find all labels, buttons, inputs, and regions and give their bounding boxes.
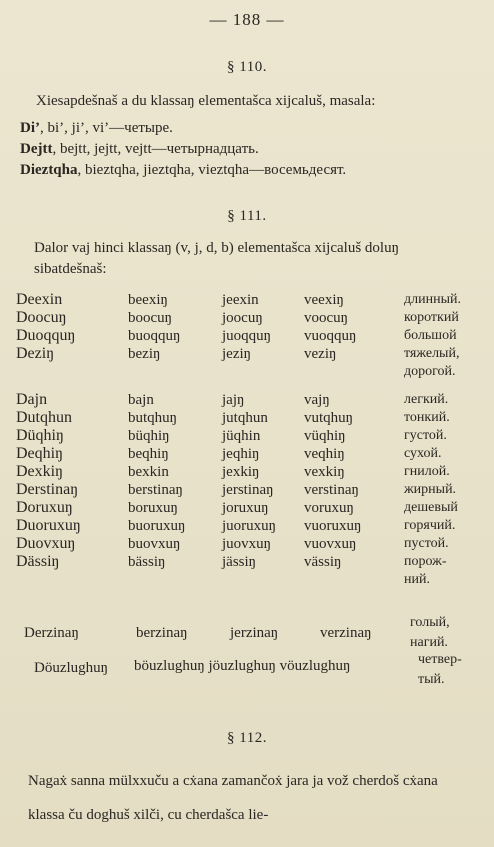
word-b-class: buovxuŋ	[128, 536, 181, 552]
word-d-class: Dajn	[16, 391, 48, 408]
word-d-class: Deqhiŋ	[16, 445, 64, 462]
word-j-class	[222, 571, 304, 589]
section-111-intro: Dalor vaj hinci klassaŋ (v, j, d, b) elementašca xijcaluš doluŋ sibatdešnaš:	[34, 240, 400, 277]
word-other-classes: böuzlughuŋ jöuzlughuŋ vöuzlughuŋ	[134, 658, 351, 674]
adjective-table	[16, 291, 480, 589]
word-j-class: jeexin	[222, 292, 259, 308]
section-112-text: Nagaẋ sanna mülxxuču a cẋana zamančoẋ jara ja vož cherdoš cẋana klassa ču doghuš xilči, cu cherdašca lie-	[28, 773, 438, 823]
table-row	[16, 363, 480, 381]
word-v-class: vuovxuŋ	[304, 536, 357, 552]
russian-meaning: тяжелый,	[404, 346, 460, 361]
russian-meaning: короткий	[404, 310, 459, 325]
table-row	[16, 553, 480, 571]
table-row	[16, 463, 480, 481]
word-j-class: jerstinaŋ	[222, 482, 274, 498]
word-b-class: butqhuŋ	[128, 410, 178, 426]
meaning-line: четвер-	[418, 652, 462, 667]
word-v-class: vutqhuŋ	[304, 410, 354, 426]
russian-meaning: порож-	[404, 554, 447, 569]
table-row	[16, 391, 480, 409]
word-b-class: beexiŋ	[128, 292, 168, 308]
word-d-class: Duoruxuŋ	[16, 517, 81, 534]
word-v-class: veziŋ	[304, 346, 337, 362]
word-d-class: Duoqquŋ	[16, 327, 76, 344]
table-row	[16, 517, 480, 535]
russian-meaning: легкий.	[404, 392, 449, 407]
table-row	[16, 535, 480, 553]
word-j-class: jeqhiŋ	[222, 446, 260, 462]
word-b-class: berzinaŋ	[136, 625, 188, 641]
table-row	[16, 571, 480, 589]
table-row	[16, 327, 480, 345]
russian-meaning: горячий.	[404, 518, 456, 533]
word-d-class: Deexin	[16, 291, 63, 308]
example-row	[20, 160, 480, 181]
word-j-class: jüqhin	[222, 428, 261, 444]
word-v-class: veexiŋ	[304, 292, 344, 308]
word-v-class: vexkiŋ	[304, 464, 345, 480]
example-rest: , bi’, ji’, vi’—четыре.	[40, 120, 173, 136]
word-v-class: verzinaŋ	[320, 625, 372, 641]
word-d-class: Dässiŋ	[16, 553, 60, 570]
russian-meaning: густой.	[404, 428, 447, 443]
meaning-line: голый,	[410, 615, 450, 630]
word-b-class: beziŋ	[128, 346, 161, 362]
table-row	[16, 481, 480, 499]
word-d-class	[16, 363, 128, 381]
table-row	[16, 427, 480, 445]
table-row	[16, 409, 480, 427]
word-j-class: juoruxuŋ	[222, 518, 277, 534]
meaning-line: нагий.	[410, 635, 448, 650]
word-j-class: jeziŋ	[222, 346, 252, 362]
page-number: — 188 —	[209, 10, 285, 29]
word-d-class: Derzinaŋ	[24, 625, 79, 641]
russian-meaning: ний.	[404, 572, 430, 587]
word-b-class: bexkin	[128, 464, 169, 480]
word-j-class: jexkiŋ	[222, 464, 260, 480]
word-j-class	[222, 363, 304, 381]
word-j-class: jajŋ	[222, 392, 245, 408]
word-v-class: vüqhiŋ	[304, 428, 346, 444]
russian-meaning: пустой.	[404, 536, 449, 551]
russian-meaning: дешевый	[404, 500, 458, 515]
word-b-class: bajn	[128, 392, 154, 408]
word-d-class: Döuzlughuŋ	[34, 660, 109, 676]
table-row	[16, 445, 480, 463]
word-b-class: beqhiŋ	[128, 446, 169, 462]
word-b-class: buoruxuŋ	[128, 518, 186, 534]
section-heading-110: § 110.	[227, 59, 267, 75]
word-j-class: juoqquŋ	[222, 328, 272, 344]
word-v-class: vuoqquŋ	[304, 328, 357, 344]
table-row	[16, 309, 480, 327]
word-d-class: Doruxuŋ	[16, 499, 73, 516]
russian-meaning: жирный.	[404, 482, 457, 497]
word-d-class: Dexkiŋ	[16, 463, 64, 480]
section-110-examples	[20, 118, 480, 181]
word-d-class: Derstinaŋ	[16, 481, 79, 498]
word-v-class: veqhiŋ	[304, 446, 345, 462]
word-v-class	[304, 363, 404, 381]
word-d-class: Deziŋ	[16, 345, 55, 362]
russian-meaning: большой	[404, 328, 457, 343]
word-j-class: jutqhun	[222, 410, 268, 426]
word-b-class: buoqquŋ	[128, 328, 181, 344]
example-bold: Dejtt	[20, 141, 53, 157]
example-bold: Dieztqha	[20, 162, 78, 178]
word-j-class: jerzinaŋ	[230, 625, 279, 641]
example-rest: , bieztqha, jieztqha, vieztqha—восемьдесят.	[77, 162, 347, 178]
word-j-class: jässiŋ	[222, 554, 257, 570]
word-b-class	[128, 571, 222, 589]
word-j-class: juovxuŋ	[222, 536, 272, 552]
word-b-class: berstinaŋ	[128, 482, 183, 498]
russian-meaning: сухой.	[404, 446, 442, 461]
word-v-class: voruxuŋ	[304, 500, 354, 516]
section-110-intro: Xiesapdešnaš a du klassaŋ elementašca xijcaluš, masala:	[36, 93, 376, 109]
word-b-class: boruxuŋ	[128, 500, 178, 516]
word-b-class: boocuŋ	[128, 310, 173, 326]
word-b-class: bässiŋ	[128, 554, 166, 570]
word-d-class	[16, 571, 128, 589]
section-heading-111: § 111.	[227, 208, 267, 224]
word-d-class: Düqhiŋ	[16, 427, 64, 444]
section-heading-112: § 112.	[227, 730, 267, 746]
russian-meaning: тонкий.	[404, 410, 450, 425]
meaning-line: тый.	[418, 672, 445, 687]
word-d-class: Duovxuŋ	[16, 535, 76, 552]
table-row	[16, 291, 480, 309]
example-rest: , bejtt, jejtt, vejtt—четырнадцать.	[52, 141, 259, 157]
word-v-class: voocuŋ	[304, 310, 349, 326]
word-d-class: Doocuŋ	[16, 309, 67, 326]
russian-meaning	[418, 650, 462, 690]
example-bold: Di’	[20, 120, 40, 136]
table-row	[16, 345, 480, 363]
word-d-class: Dutqhun	[16, 409, 72, 426]
word-v-class: vuoruxuŋ	[304, 518, 362, 534]
word-v-class: vässiŋ	[304, 554, 342, 570]
word-v-class: vajŋ	[304, 392, 330, 408]
word-j-class: joocuŋ	[222, 310, 263, 326]
word-b-class: büqhiŋ	[128, 428, 170, 444]
example-row	[20, 139, 480, 160]
word-b-class	[128, 363, 222, 381]
russian-meaning: дорогой.	[404, 364, 456, 379]
word-v-class	[304, 571, 404, 589]
word-j-class: joruxuŋ	[222, 500, 269, 516]
russian-meaning: длинный.	[404, 292, 461, 307]
table-gap	[16, 381, 480, 391]
word-v-class: verstinaŋ	[304, 482, 359, 498]
russian-meaning	[410, 613, 450, 653]
example-row	[20, 118, 480, 139]
russian-meaning: гнилой.	[404, 464, 450, 479]
table-row	[16, 499, 480, 517]
